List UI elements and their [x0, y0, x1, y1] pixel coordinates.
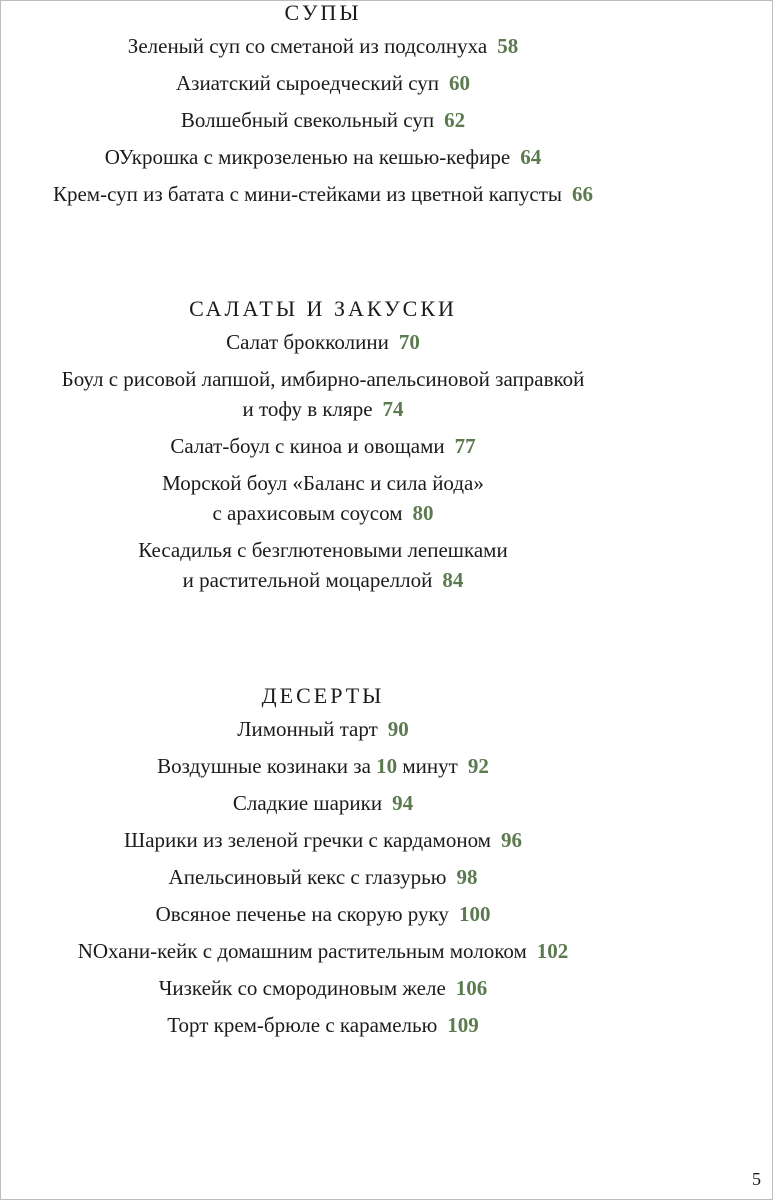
page-ref: 92 — [467, 754, 489, 778]
entry-title: Шарики из зеленой гречки с кардамоном — [124, 828, 491, 852]
page-ref: 62 — [444, 108, 466, 132]
page-ref: 102 — [536, 939, 569, 963]
toc-entry[interactable] — [0, 1010, 646, 1040]
page-ref: 80 — [412, 501, 434, 525]
entry-title-line2: и растительной моцареллой — [182, 568, 433, 592]
page-ref: 106 — [455, 976, 488, 1000]
entry-title-line1: Морской боул «Баланс и сила йода» — [162, 471, 484, 495]
page-ref: 84 — [442, 568, 464, 592]
page-ref: 60 — [449, 71, 470, 95]
toc-entry[interactable] — [0, 105, 646, 135]
page-ref: 100 — [458, 902, 491, 926]
entry-inline-number: 10 — [376, 754, 398, 778]
toc-entry[interactable] — [0, 468, 646, 528]
section-title-desserts: ДЕСЕРТЫ — [261, 683, 385, 708]
page-ref: 90 — [387, 717, 409, 741]
page-ref: 74 — [382, 397, 404, 421]
page-ref: 96 — [500, 828, 522, 852]
toc-entry[interactable] — [0, 899, 646, 929]
entry-title: Апельсиновый кекс с глазурью — [168, 865, 447, 889]
entry-title: Чизкейк со смородиновым желе — [158, 976, 446, 1000]
toc-entry[interactable] — [0, 364, 646, 424]
section-title-salads: САЛАТЫ И ЗАКУСКИ — [189, 296, 457, 321]
entry-title: Крем-суп из батата с мини-стейками из цветной капусты — [52, 182, 563, 206]
entry-title: NОхани-кейк с домашним растительным молоком — [77, 939, 527, 963]
entry-title: ОУкрошка с микрозеленью на кешью-кефире — [104, 145, 511, 169]
entry-title: Зеленый суп со сметаной из подсолнуха — [127, 34, 488, 58]
entry-title: Волшебный свекольный суп — [180, 108, 435, 132]
toc-entry[interactable] — [0, 751, 646, 781]
section-salads — [0, 296, 646, 595]
toc-entry[interactable] — [0, 142, 646, 172]
entry-title-part: Воздушные козинаки за — [157, 754, 371, 778]
entry-title: Лимонный тарт — [237, 717, 378, 741]
toc-entry[interactable] — [0, 936, 646, 966]
page-ref: 94 — [392, 791, 414, 815]
page-number: 5 — [752, 1169, 761, 1189]
section-soups — [0, 0, 646, 209]
page-ref: 109 — [447, 1013, 479, 1037]
toc-entry[interactable] — [0, 862, 646, 892]
toc-entry[interactable] — [0, 788, 646, 818]
toc-entry[interactable] — [0, 31, 646, 61]
page-ref: 70 — [398, 330, 420, 354]
entry-title: Торт крем-брюле с карамелью — [167, 1013, 438, 1037]
page-ref: 98 — [456, 865, 478, 889]
toc-entry[interactable] — [0, 68, 646, 98]
page-ref: 58 — [497, 34, 519, 58]
entry-title-line1: Кесадилья с безглютеновыми лепешками — [138, 538, 508, 562]
toc-entry[interactable] — [0, 431, 646, 461]
page-ref: 64 — [520, 145, 542, 169]
toc-entry[interactable] — [0, 825, 646, 855]
entry-title: Салат-боул с киноа и овощами — [170, 434, 445, 458]
entry-title: Овсяное печенье на скорую руку — [155, 902, 449, 926]
toc-entry[interactable] — [0, 327, 646, 357]
toc-entry[interactable] — [0, 973, 646, 1003]
entry-title: Азиатский сыроедческий суп — [175, 71, 439, 95]
section-desserts — [0, 683, 646, 1040]
page-ref: 77 — [454, 434, 476, 458]
entry-title-line2: с арахисовым соусом — [212, 501, 403, 525]
entry-title-part: минут — [402, 754, 458, 778]
toc-entry[interactable] — [0, 179, 646, 209]
section-title-soups: СУПЫ — [284, 0, 362, 25]
entry-title-line2: и тофу в кляре — [242, 397, 373, 421]
entry-title: Салат брокколини — [226, 330, 389, 354]
page-ref: 66 — [572, 182, 594, 206]
toc-entry[interactable] — [0, 535, 646, 595]
entry-title-line1: Боул с рисовой лапшой, имбирно-апельсиновой заправкой — [61, 367, 585, 391]
entry-title: Сладкие шарики — [232, 791, 383, 815]
toc-entry[interactable] — [0, 714, 646, 744]
